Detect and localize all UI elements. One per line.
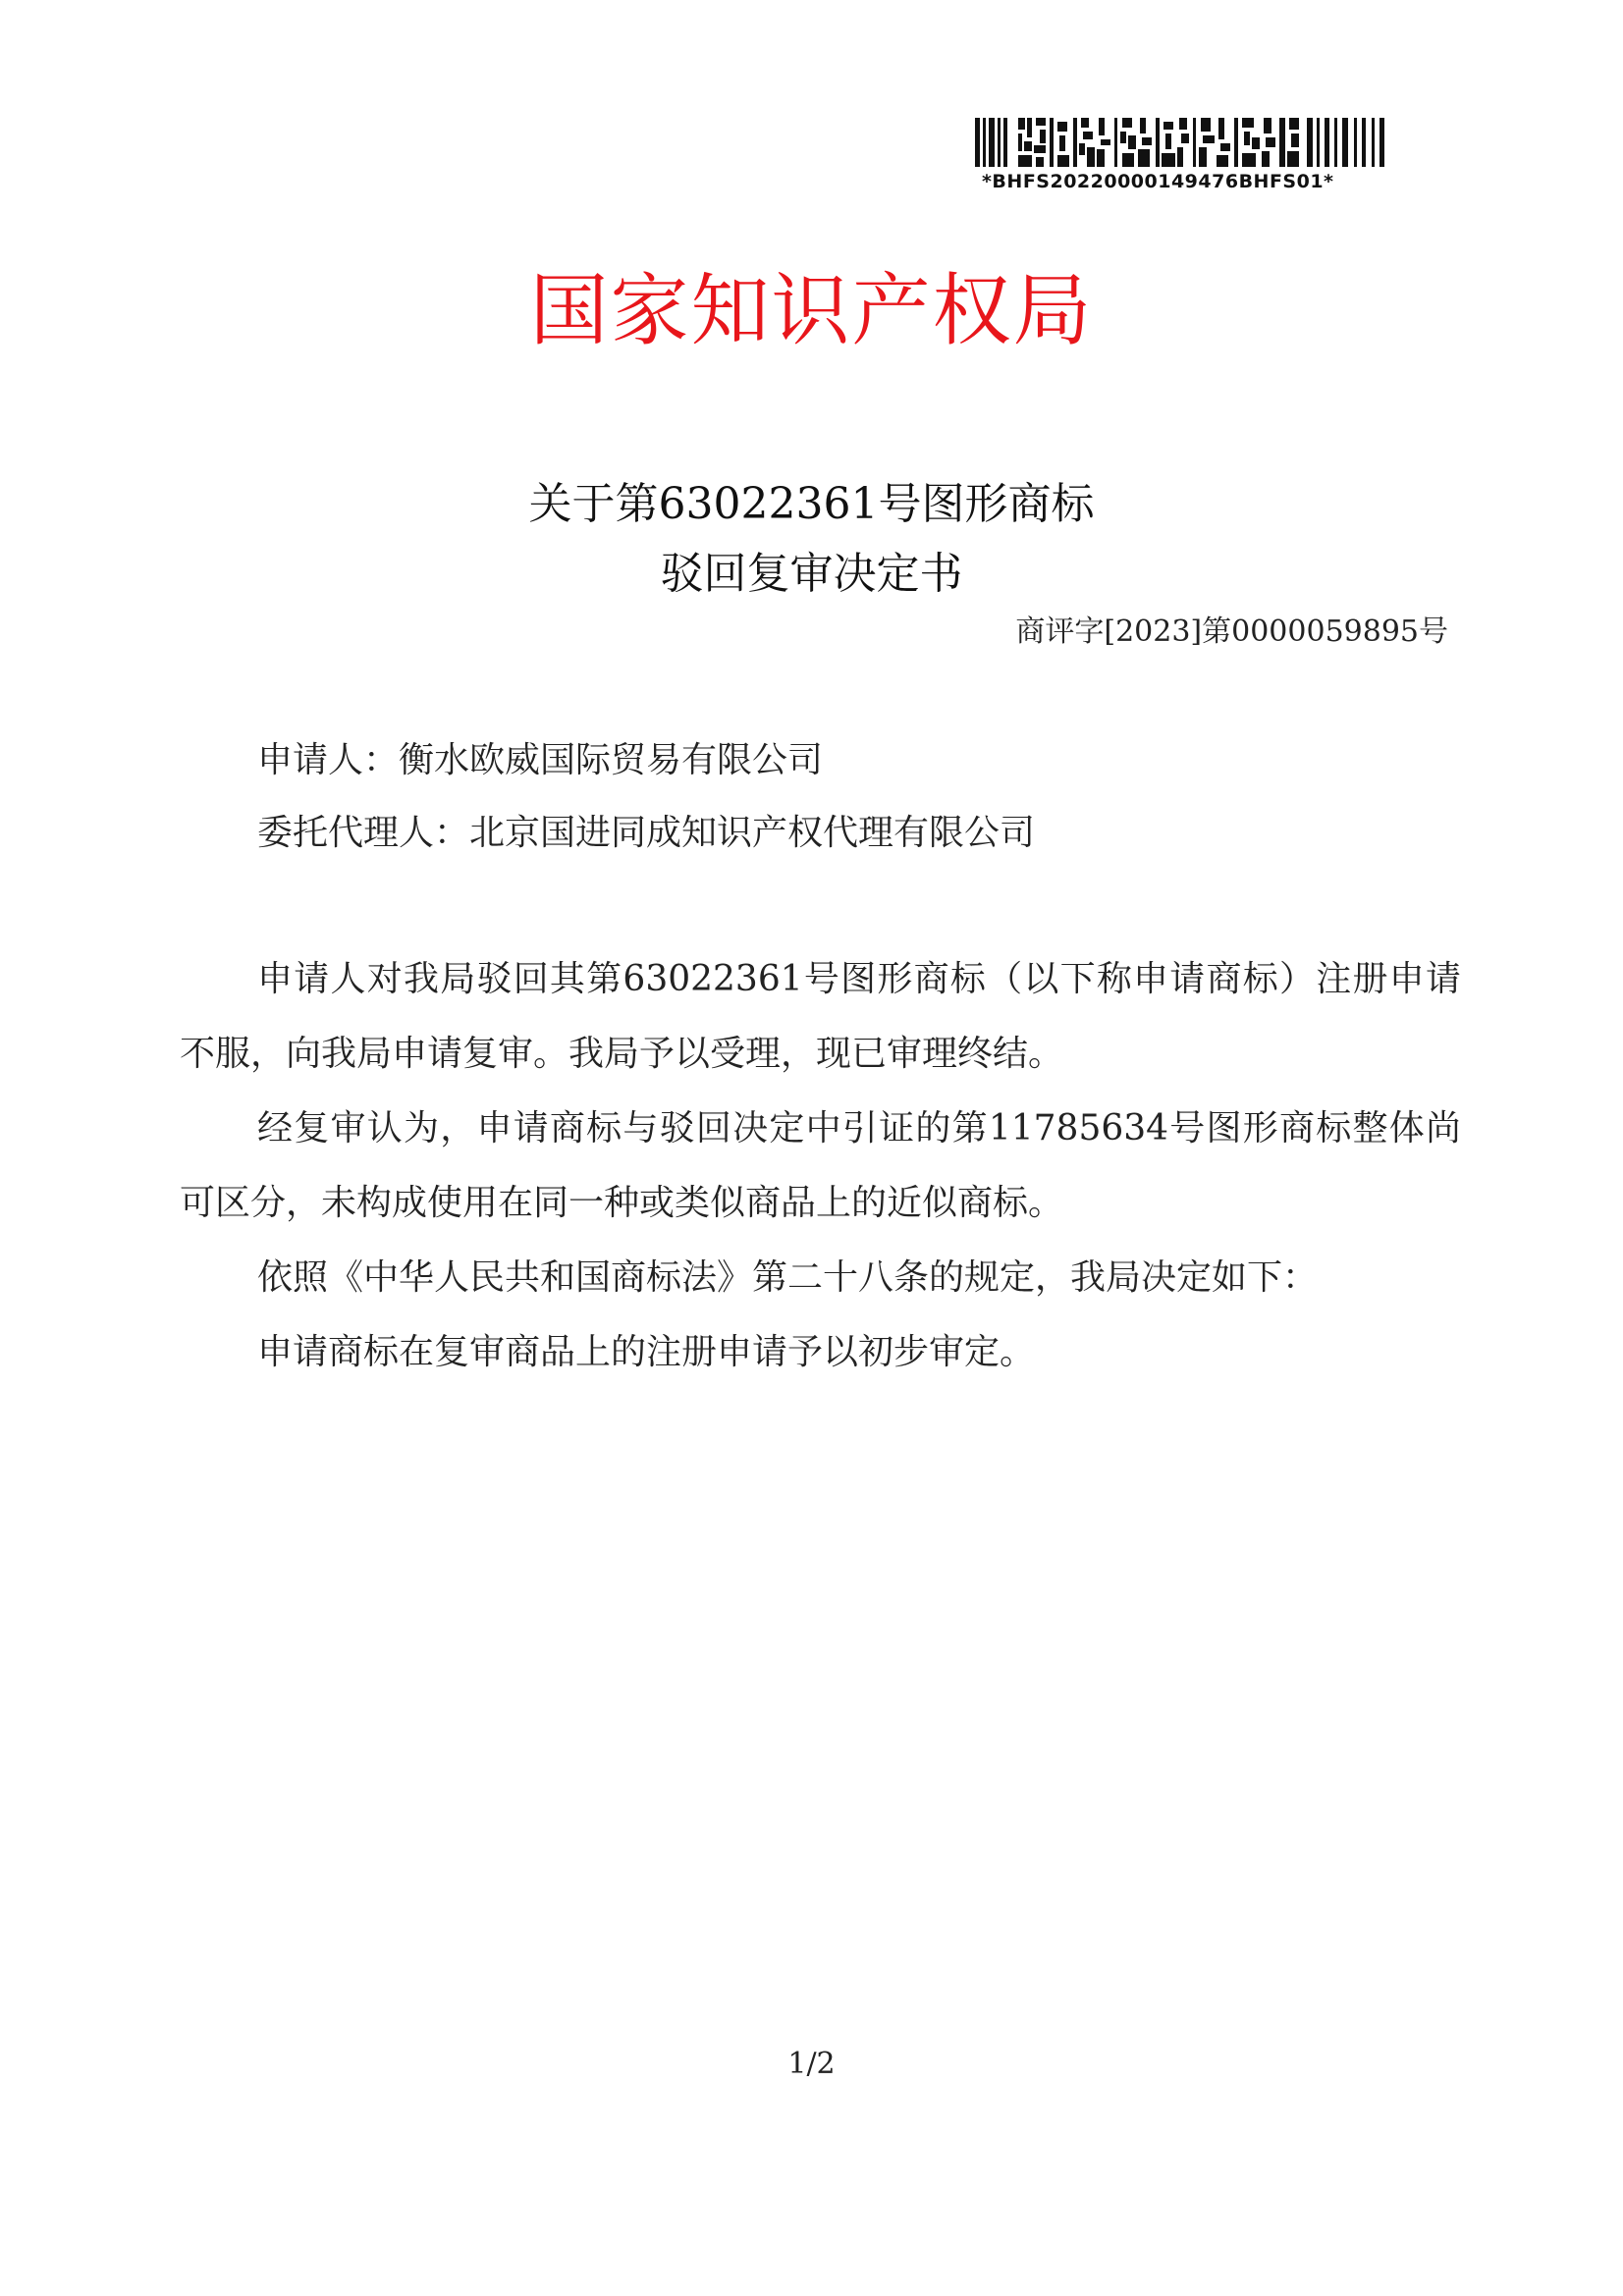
document-title-line-2: 驳回复审决定书	[660, 549, 963, 599]
body-paragraph: 申请商标在复审商品上的注册申请予以初步审定。	[257, 1332, 1036, 1372]
page-number: 1/2	[787, 2047, 836, 2081]
barcode-number: *BHFS20220000149476BHFS01*	[982, 171, 1334, 192]
barcode-image	[975, 118, 1387, 167]
document-title-line-1: 关于第63022361号图形商标	[528, 479, 1095, 529]
applicant-field: 申请人：衡水欧威国际贸易有限公司	[257, 740, 824, 780]
document-number: 商评字[2023]第0000059895号	[1015, 614, 1448, 649]
body-paragraph: 经复审认为，申请商标与驳回决定中引证的第11785634号图形商标整体尚可区分，未构成使用在同一种或类似商品上的近似商标。	[180, 1108, 1461, 1223]
body-paragraph: 依照《中华人民共和国商标法》第二十八条的规定，我局决定如下：	[257, 1257, 1319, 1298]
agent-field: 委托代理人：北京国进同成知识产权代理有限公司	[257, 813, 1036, 853]
body-paragraph: 申请人对我局驳回其第63022361号图形商标（以下称申请商标）注册申请不服，向我局申请复审。我局予以受理，现已审理终结。	[180, 959, 1461, 1074]
agency-heading: 国家知识产权局	[529, 265, 1094, 356]
